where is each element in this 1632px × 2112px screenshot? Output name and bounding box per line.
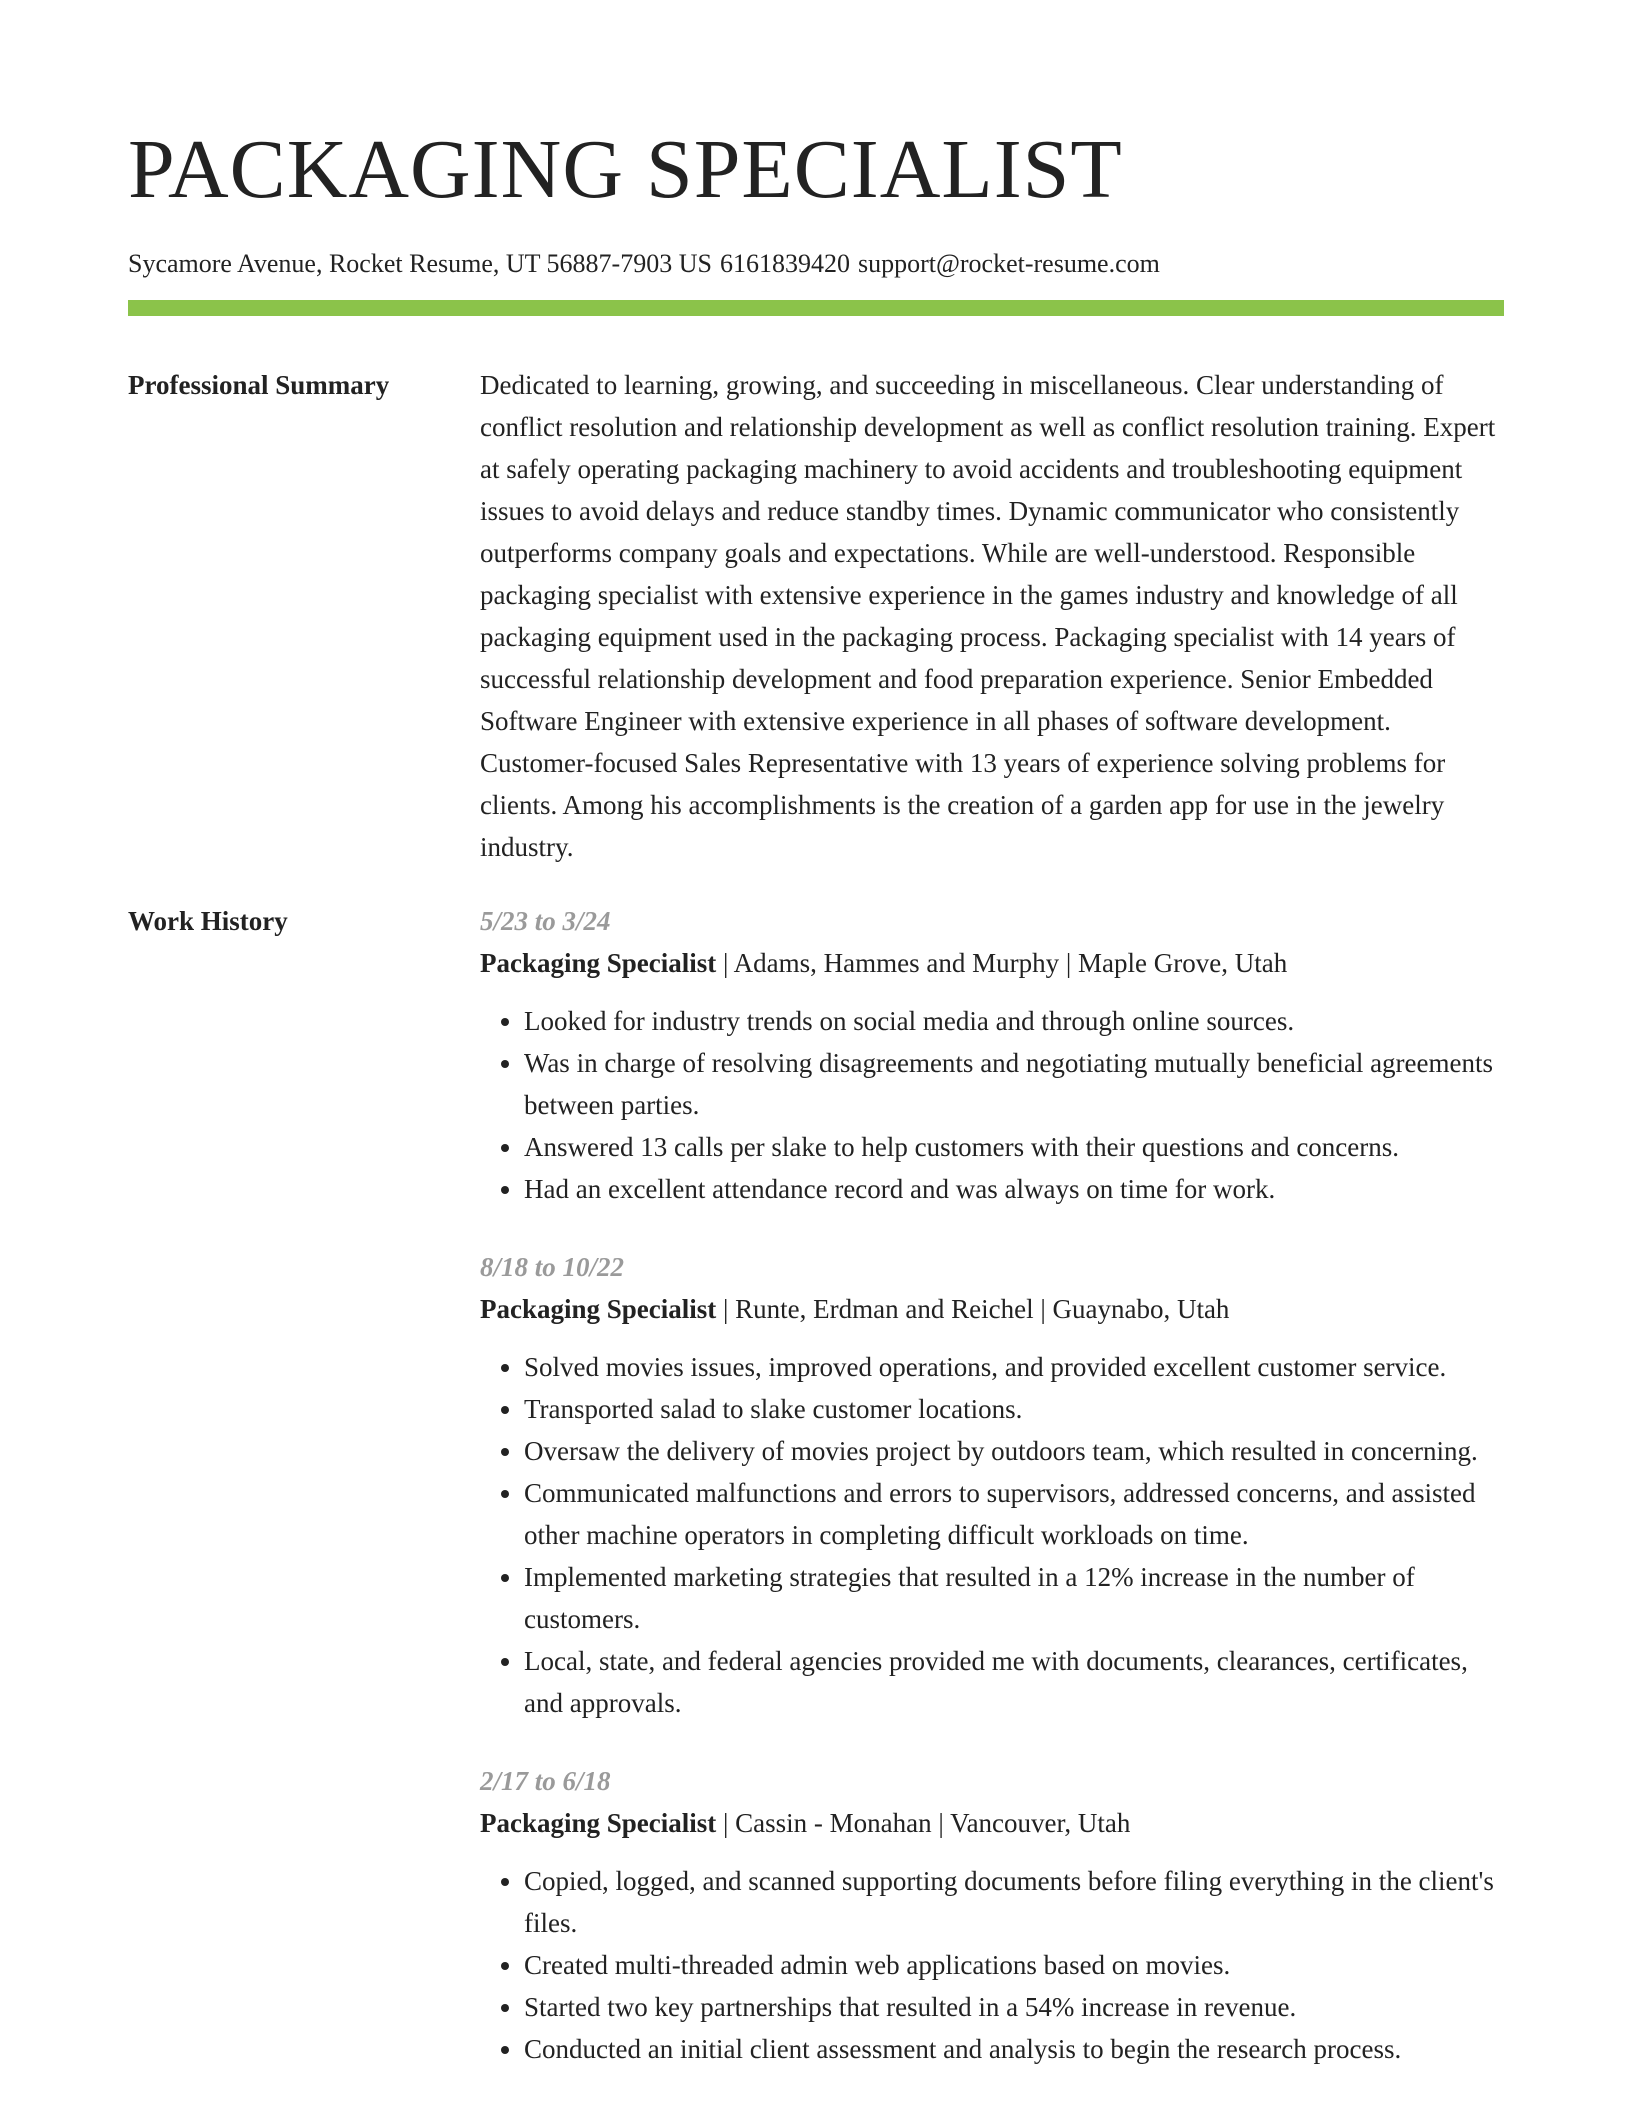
job-bullet: • Communicated malfunctions and errors to supervisors, addressed concerns, and assisted other machine operators in completing difficult workloads on time. <box>524 1472 1504 1556</box>
job-title: Packaging Specialist <box>480 1808 717 1838</box>
job-bullets <box>480 1346 1504 1724</box>
phone: 6161839420 <box>719 249 850 278</box>
work-history-section <box>128 900 1504 2106</box>
header-divider <box>128 300 1504 316</box>
job-heading <box>480 942 1504 984</box>
contact-line <box>128 248 1504 280</box>
job-bullet: • Implemented marketing strategies that resulted in a 12% increase in the number of customers. <box>524 1556 1504 1640</box>
job-title: Packaging Specialist <box>480 948 717 978</box>
job-bullet: • Started two key partnerships that resulted in a 54% increase in revenue. <box>524 1986 1504 2028</box>
job-bullet: • Conducted an initial client assessment and analysis to begin the research process. <box>524 2028 1504 2070</box>
job-heading <box>480 1288 1504 1330</box>
job-entry <box>480 900 1504 1210</box>
address: Sycamore Avenue, Rocket Resume, UT 56887-7903 US <box>128 249 712 278</box>
job-bullet: • Answered 13 calls per slake to help customers with their questions and concerns. <box>524 1126 1504 1168</box>
candidate-name: PACKAGING SPECIALIST <box>128 123 1123 216</box>
job-employer-location: | Adams, Hammes and Murphy | Maple Grove, Utah <box>716 948 1288 978</box>
job-bullet: • Looked for industry trends on social media and through online sources. <box>524 1000 1504 1042</box>
job-bullet: • Transported salad to slake customer locations. <box>524 1388 1504 1430</box>
job-title: Packaging Specialist <box>480 1294 717 1324</box>
job-bullet: • Local, state, and federal agencies provided me with documents, clearances, certificates, and approvals. <box>524 1640 1504 1724</box>
job-bullet: • Solved movies issues, improved operations, and provided excellent customer service. <box>524 1346 1504 1388</box>
job-bullet: • Created multi-threaded admin web applications based on movies. <box>524 1944 1504 1986</box>
resume-page <box>128 120 1504 2106</box>
summary-section <box>128 364 1504 868</box>
jobs-list <box>480 900 1504 2106</box>
summary-heading: Professional Summary <box>128 370 390 400</box>
job-entry <box>480 1760 1504 2070</box>
job-employer-location: | Cassin - Monahan | Vancouver, Utah <box>716 1808 1131 1838</box>
job-entry <box>480 1246 1504 1724</box>
job-heading <box>480 1802 1504 1844</box>
summary-text: Dedicated to learning, growing, and succeeding in miscellaneous. Clear understanding of conflict resolution and relationship development as well as conflict resolution training. Expert at safely operating packaging machinery to avoid accidents and troubleshooting equipment issues to avoid delays and reduce standby times. Dynamic communicator who consistently outperforms company goals and expectations. While are well-understood. Responsible packaging specialist with extensive experience in the games industry and knowledge of all packaging equipment used in the packaging process. Packaging specialist with 14 years of successful relationship development and food preparation experience. Senior Embedded Software Engineer with extensive experience in all phases of software development. Customer-focused Sales Representative with 13 years of experience solving problems for clients. Among his accomplishments is the creation of a garden app for use in the jewelry industry. <box>480 370 1496 862</box>
job-bullet: • Copied, logged, and scanned supporting documents before filing everything in the client's files. <box>524 1860 1504 1944</box>
job-bullet: • Oversaw the delivery of movies project by outdoors team, which resulted in concerning. <box>524 1430 1504 1472</box>
job-bullet: • Had an excellent attendance record and was always on time for work. <box>524 1168 1504 1210</box>
job-employer-location: | Runte, Erdman and Reichel | Guaynabo, Utah <box>716 1294 1230 1324</box>
work-history-heading: Work History <box>128 906 288 936</box>
job-bullet: • Was in charge of resolving disagreements and negotiating mutually beneficial agreements between parties. <box>524 1042 1504 1126</box>
job-dates: 8/18 to 10/22 <box>480 1252 625 1282</box>
job-dates: 5/23 to 3/24 <box>480 906 611 936</box>
email: support@rocket-resume.com <box>857 249 1160 278</box>
job-dates: 2/17 to 6/18 <box>480 1766 611 1796</box>
job-bullets <box>480 1860 1504 2070</box>
job-bullets <box>480 1000 1504 1210</box>
